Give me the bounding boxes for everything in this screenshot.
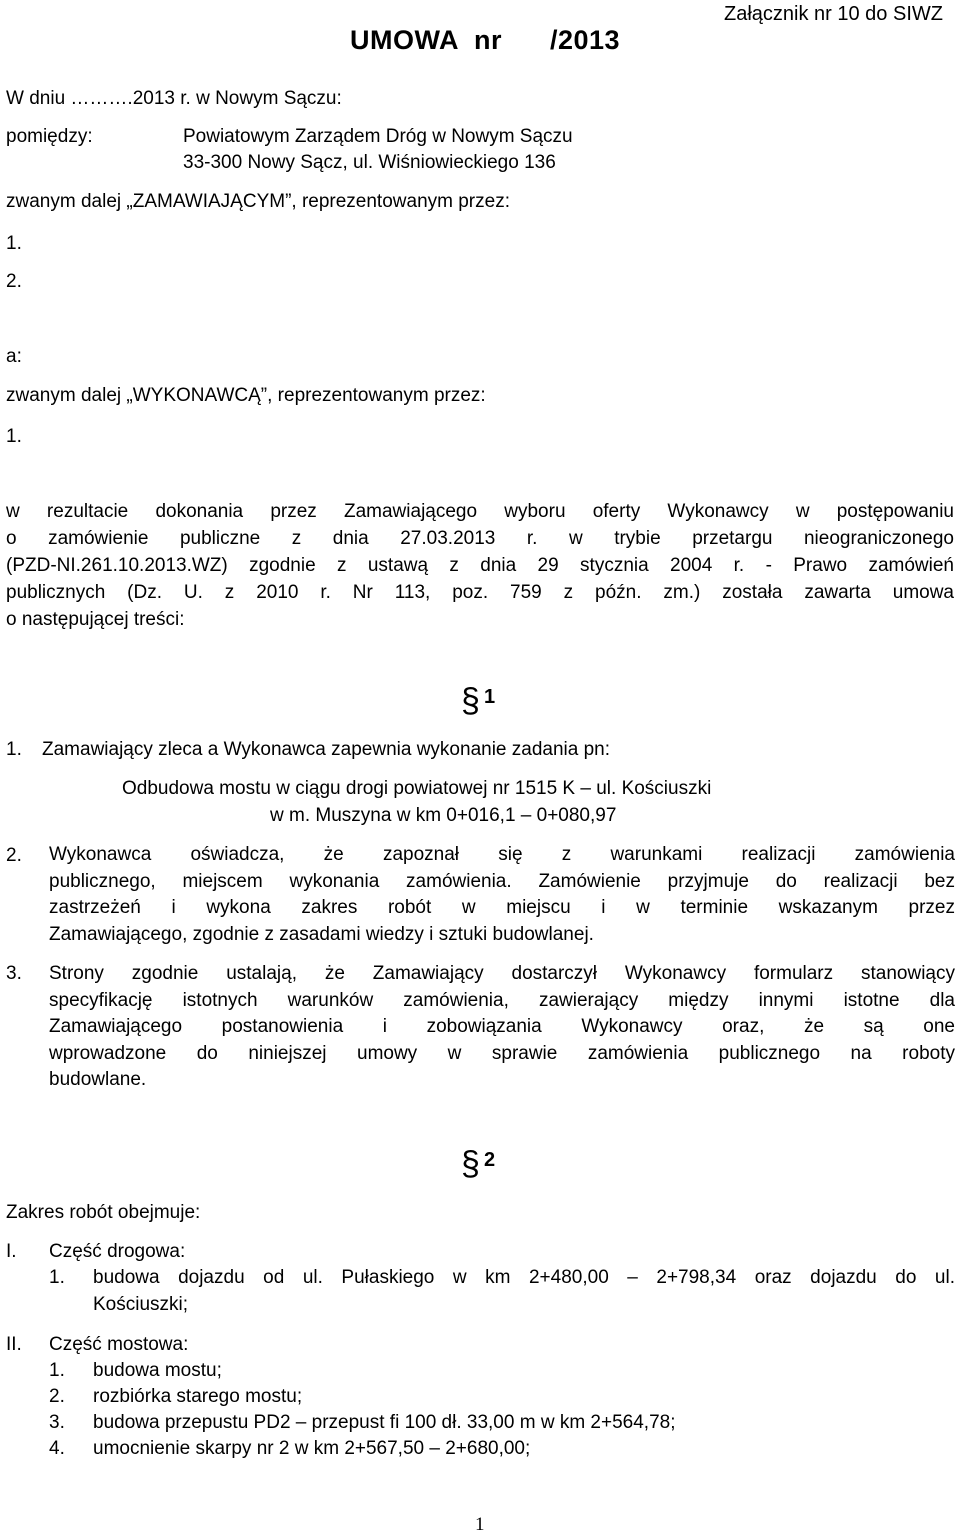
contract-title: UMOWA nr /2013: [350, 25, 621, 55]
preamble-line: (PZD-NI.261.10.2013.WZ) zgodnie z ustawą z dnia 29 stycznia 2004 r. - Prawo zamówień: [6, 555, 954, 576]
item-line: specyfikację istotnych warunków zamówienia, zawierający między innymi istotne dla: [49, 989, 955, 1011]
task-name-line: w m. Muszyna w km 0+016,1 – 0+080,97: [270, 805, 617, 826]
list-item-line: Kościuszki;: [93, 1293, 189, 1315]
section-number: 2: [484, 1149, 496, 1171]
item-line: zastrzeżeń i wykona zakres robót w miejscu i w terminie wskazanym przez: [49, 897, 955, 918]
preamble-line: o zamówienie publiczne z dnia 27.03.2013 r. w trybie przetargu nieograniczonego: [6, 528, 954, 549]
section-symbol: §: [461, 682, 480, 720]
list-item-line: budowa dojazdu od ul. Pułaskiego w km 2+480,00 – 2+798,34 oraz dojazdu do ul.: [93, 1267, 955, 1288]
preamble-line: w rezultacie dokonania przez Zamawiającego wyboru oferty Wykonawcy w postępowaniu: [6, 501, 954, 522]
item-2-text: [49, 842, 955, 948]
item-line: Zamawiającego, zgodnie z zasadami wiedzy i sztuki budowlanej.: [49, 923, 594, 945]
item-number: 1.: [6, 739, 22, 760]
part-title: Część mostowa:: [49, 1334, 189, 1355]
party1-rep-2: 2.: [6, 271, 22, 292]
part-number: I.: [6, 1241, 17, 1262]
section-number: 1: [484, 686, 496, 708]
item-line: Zamawiającego postanowienia i zobowiązania Wykonawcy oraz, że są one: [49, 1016, 955, 1037]
page-number: 1: [475, 1514, 485, 1535]
party1-rep-1: 1.: [6, 233, 22, 254]
list-item: [93, 1265, 955, 1318]
list-item: rozbiórka starego mostu;: [93, 1386, 303, 1407]
and-label: a:: [6, 346, 22, 367]
list-item: budowa mostu;: [93, 1360, 222, 1381]
annex-label: Załącznik nr 10 do SIWZ: [724, 3, 943, 25]
item-number: 2.: [6, 845, 22, 866]
list-item: umocnienie skarpy nr 2 w km 2+567,50 – 2+680,00;: [93, 1438, 531, 1459]
party1-role: zwanym dalej „ZAMAWIAJĄCYM”, reprezentowanym przez:: [6, 191, 510, 212]
party2-role: zwanym dalej „WYKONAWCĄ”, reprezentowanym przez:: [6, 385, 486, 406]
preamble-line: o następującej treści:: [6, 609, 185, 630]
list-item-number: 3.: [49, 1412, 65, 1433]
item-3-text: [49, 961, 955, 1094]
party1-name: Powiatowym Zarządem Dróg w Nowym Sączu: [183, 126, 573, 147]
preamble-line: publicznych (Dz. U. z 2010 r. Nr 113, poz. 759 z późn. zm.) została zawarta umowa: [6, 582, 954, 603]
item-line: wprowadzone do niniejszej umowy w sprawie zamówienia publicznego na roboty: [49, 1042, 955, 1064]
part-title: Część drogowa:: [49, 1241, 186, 1262]
item-line: publicznego, miejscem wykonania zamówienia. Zamówienie przyjmuje do realizacji bez: [49, 870, 955, 892]
item-text: Zamawiający zleca a Wykonawca zapewnia wykonanie zadania pn:: [42, 739, 611, 760]
preamble: [6, 498, 954, 633]
list-item-number: 4.: [49, 1438, 65, 1459]
list-item-number: 1.: [49, 1360, 65, 1381]
list-item-number: 2.: [49, 1386, 65, 1407]
party1-address: 33-300 Nowy Sącz, ul. Wiśniowieckiego 136: [183, 152, 556, 173]
list-item-number: 1.: [49, 1267, 65, 1288]
item-line: budowlane.: [49, 1069, 147, 1090]
item-number: 3.: [6, 963, 22, 984]
part-number: II.: [6, 1334, 22, 1355]
item-line: Wykonawca oświadcza, że zapoznał się z warunkami realizacji zamówienia: [49, 844, 955, 865]
scope-label: Zakres robót obejmuje:: [6, 1202, 201, 1223]
item-line: Strony zgodnie ustalają, że Zamawiający dostarczył Wykonawcy formularz stanowiący: [49, 963, 955, 984]
between-label: pomiędzy:: [6, 126, 93, 147]
party2-rep-1: 1.: [6, 426, 22, 447]
task-name-line: Odbudowa mostu w ciągu drogi powiatowej nr 1515 K – ul. Kościuszki: [122, 778, 712, 799]
section-symbol: §: [461, 1145, 480, 1183]
date-line: W dniu ……….2013 r. w Nowym Sączu:: [6, 88, 342, 109]
list-item: budowa przepustu PD2 – przepust fi 100 dł. 33,00 m w km 2+564,78;: [93, 1412, 676, 1433]
